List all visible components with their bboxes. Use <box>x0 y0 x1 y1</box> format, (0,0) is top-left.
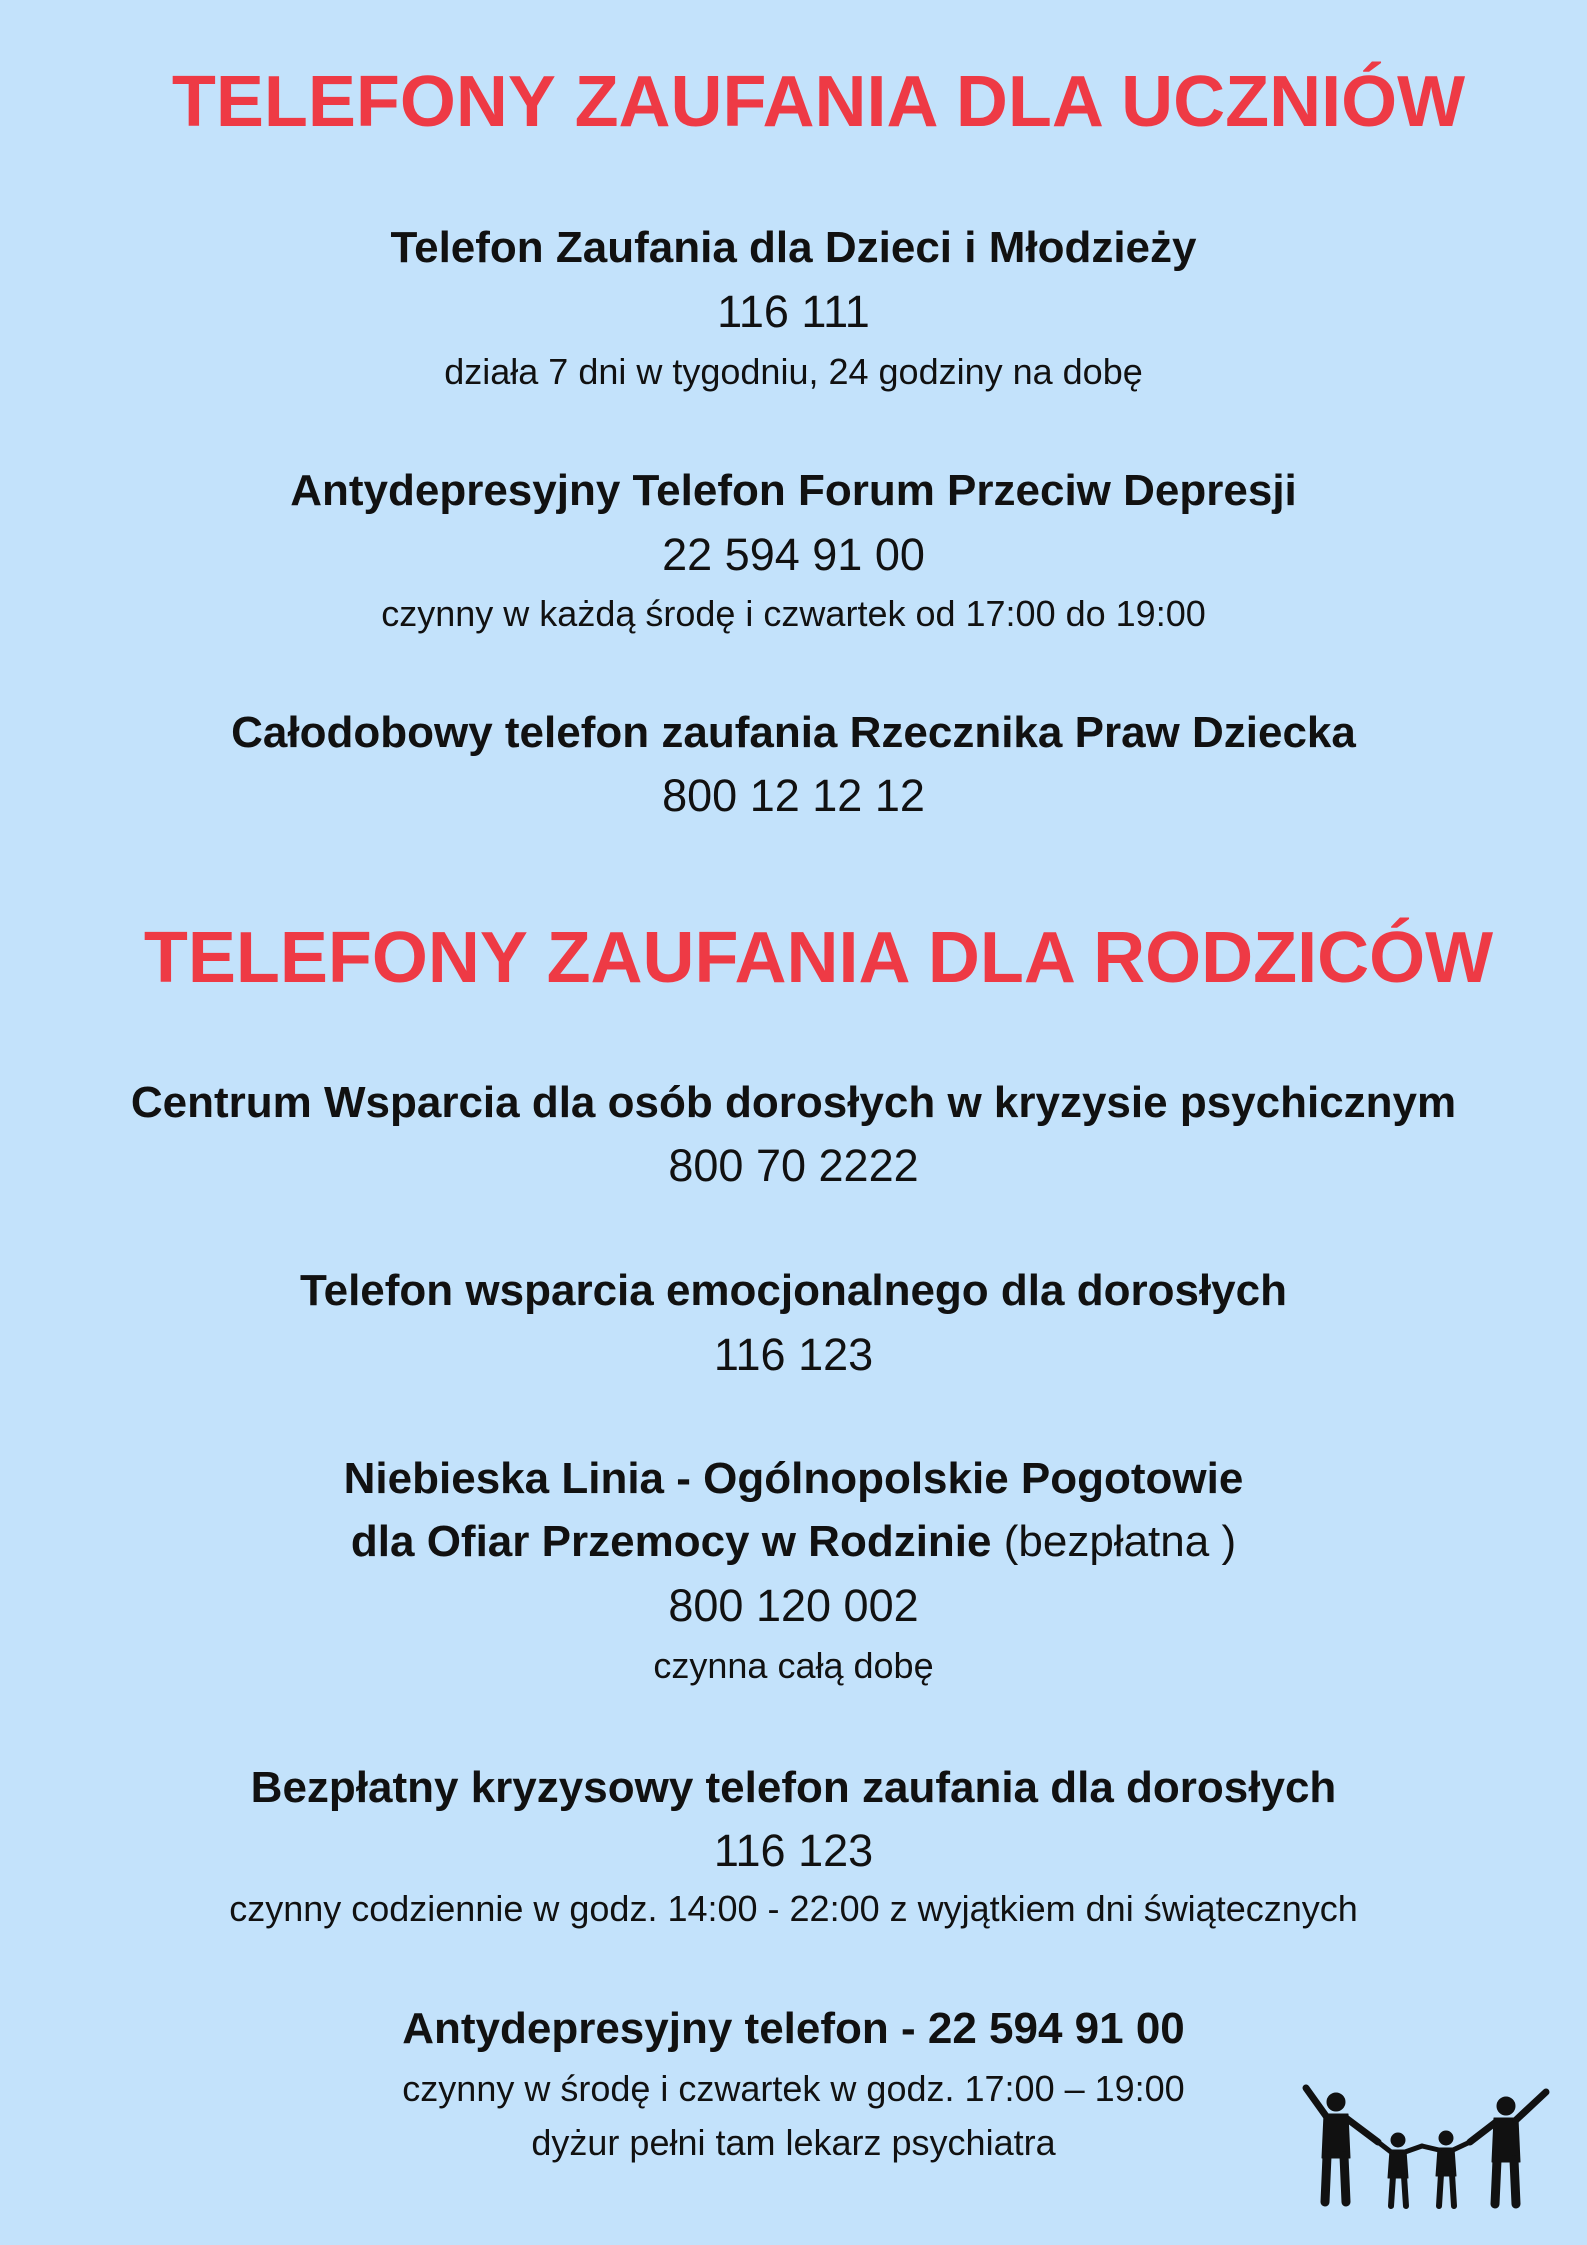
parents-heading: TELEFONY ZAUFANIA DLA RODZICÓW <box>143 918 1494 998</box>
entry-note: czynny w każdą środę i czwartek od 17:00 do 19:00 <box>381 593 1206 634</box>
entry-name: Całodobowy telefon zaufania Rzecznika Praw Dziecka <box>231 708 1356 757</box>
entry-name: Centrum Wsparcia dla osób dorosłych w kryzysie psychicznym <box>130 1078 1457 1127</box>
entry-name: Niebieska Linia - Ogólnopolskie Pogotowie <box>343 1454 1244 1503</box>
entry-number: 800 70 2222 <box>668 1140 919 1191</box>
entry-note: czynny w środę i czwartek w godz. 17:00 – 19:00 <box>402 2068 1185 2109</box>
entry-name-suffix: (bezpłatna ) <box>991 1517 1237 1566</box>
entry-name: Antydepresyjny Telefon Forum Przeciw Depresji <box>290 466 1297 515</box>
family-silhouette-icon <box>1300 2080 1560 2210</box>
entry-name: Telefon wsparcia emocjonalnego dla dorosłych <box>300 1266 1287 1315</box>
students-heading: TELEFONY ZAUFANIA DLA UCZNIÓW <box>171 62 1466 142</box>
entry-name-line2 <box>0 1514 1587 1570</box>
entry-note: działa 7 dni w tygodniu, 24 godziny na dobę <box>444 351 1143 392</box>
entry-number: 800 12 12 12 <box>662 770 925 821</box>
entry-name-part: dla Ofiar Przemocy w Rodzinie <box>350 1517 992 1566</box>
entry-name: Antydepresyjny telefon - 22 594 91 00 <box>402 2004 1185 2053</box>
entry-note: dyżur pełni tam lekarz psychiatra <box>531 2122 1056 2163</box>
entry-note: czynna całą dobę <box>653 1645 934 1686</box>
entry-number: 116 123 <box>713 1825 874 1876</box>
entry-number: 800 120 002 <box>668 1580 919 1631</box>
entry-number: 116 123 <box>713 1329 874 1380</box>
entry-name: Telefon Zaufania dla Dzieci i Młodzieży <box>390 223 1197 272</box>
entry-note: czynny codziennie w godz. 14:00 - 22:00 z wyjątkiem dni świątecznych <box>229 1888 1358 1929</box>
entry-name: Bezpłatny kryzysowy telefon zaufania dla dorosłych <box>250 1763 1337 1812</box>
entry-number: 22 594 91 00 <box>662 529 925 580</box>
entry-number: 116 111 <box>717 286 870 337</box>
